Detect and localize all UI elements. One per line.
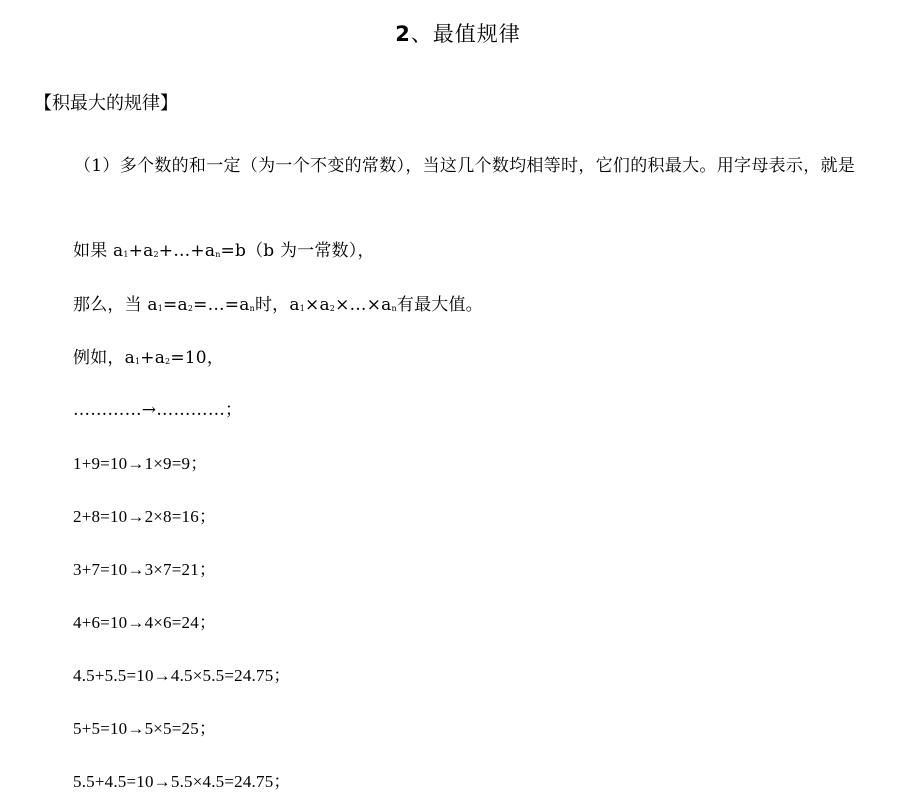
formula-sum [73, 236, 375, 261]
formula-sum-suffix: =b（b 为一常数）， [220, 241, 375, 261]
sub-1: 1 [134, 357, 141, 366]
var-a: a [143, 241, 154, 261]
calc-line-7: 5.5+4.5=10→5.5×4.5=24.75； [73, 772, 291, 791]
calc-line-5: 4.5+5.5=10→4.5×5.5=24.75； [73, 666, 291, 685]
sub-2: 2 [153, 250, 159, 259]
equals-sign: = [163, 295, 178, 315]
sub-n: n [215, 250, 221, 259]
page-title [0, 18, 916, 48]
sub-1: 1 [157, 304, 164, 313]
var-a: a [239, 295, 250, 315]
sub-2: 2 [329, 304, 336, 313]
formula-sum-prefix: 如果 [73, 241, 114, 261]
calc-line-4: 4+6=10→4×6=24； [73, 613, 217, 632]
section-heading: 【积最大的规律】 [34, 93, 178, 114]
var-a: a [289, 295, 300, 315]
intro-paragraph: （1）多个数的和一定（为一个不变的常数），当这几个数均相等时，它们的积最大。用字母表示，就是 [74, 156, 856, 176]
dots-line: …………→…………； [73, 400, 243, 420]
var-a: a [381, 295, 392, 315]
sub-n: n [391, 304, 397, 313]
times-sign: × [304, 295, 320, 315]
formula-condition-prefix: 那么，当 [73, 295, 148, 315]
formula-condition [73, 290, 483, 315]
sub-2: 2 [165, 357, 171, 366]
var-a: a [113, 241, 124, 261]
sub-n: n [249, 304, 255, 313]
example-prefix: 例如， [73, 348, 125, 368]
equals-dots: =…= [193, 295, 240, 315]
sub-2: 2 [187, 304, 194, 313]
var-a: a [154, 348, 166, 368]
formula-condition-suffix: 有最大值。 [396, 295, 483, 315]
var-a: a [124, 348, 135, 368]
calc-line-1: 1+9=10→1×9=9； [73, 454, 208, 473]
var-a: a [177, 295, 188, 315]
var-a: a [204, 241, 216, 261]
plus-sign: + [128, 241, 144, 261]
plus-sign: + [140, 348, 155, 368]
calc-line-3: 3+7=10→3×7=21； [73, 560, 217, 579]
calc-line-2: 2+8=10→2×8=16； [73, 507, 217, 526]
formula-condition-mid: 时， [254, 295, 290, 315]
var-a: a [319, 295, 330, 315]
sub-1: 1 [299, 304, 305, 313]
calc-line-6: 5+5=10→5×5=25； [73, 719, 217, 738]
title-number: 2 [395, 22, 411, 46]
example-line [73, 343, 224, 368]
plus-dots: +…+ [158, 241, 205, 261]
var-a: a [147, 295, 158, 315]
times-dots: ×…× [335, 295, 382, 315]
sub-1: 1 [123, 250, 129, 259]
example-suffix: =10， [170, 348, 225, 368]
title-text: 、最值规律 [410, 22, 521, 46]
